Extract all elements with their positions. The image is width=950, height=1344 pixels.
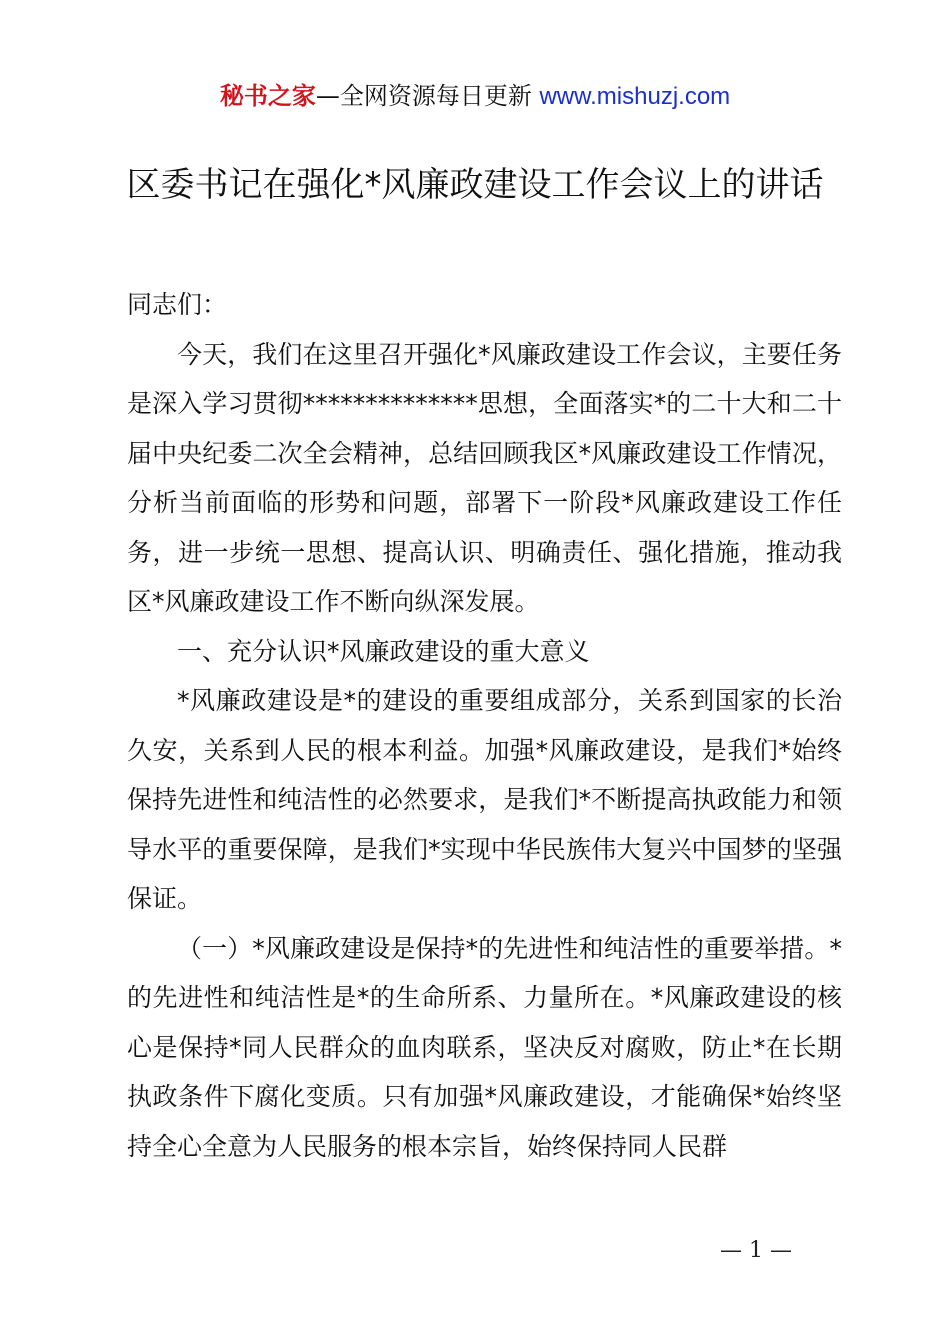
site-url-link[interactable]: www.mishuzj.com: [539, 83, 731, 110]
section-heading-1: 一、充分认识*风廉政建设的重大意义: [177, 636, 590, 666]
document-title: 区委书记在强化*风廉政建设工作会议上的讲话: [126, 165, 824, 205]
document-body: [127, 280, 842, 1171]
paragraph-significance: *风廉政建设是*的建设的重要组成部分，关系到国家的长治久安，关系到人民的根本利益。加强*风廉政建设，是我们*始终保持先进性和纯洁性的必然要求，是我们*不断提高执政能力和领导水平的重要保障，是我们*实现中华民族伟大复兴中国梦的坚强保证。: [127, 686, 842, 913]
site-brand: 秘书之家: [219, 82, 316, 110]
paragraph-intro: 今天，我们在这里召开强化*风廉政建设工作会议，主要任务是深入学习贯彻**************思想，全面落实*的二十大和二十届中央纪委二次全会精神，总结回顾我区*风廉政建设工作情况，分析当前面临的形势和问题，部署下一阶段*风廉政建设工作任务，进一步统一思想、提高认识、明确责任、强化措施，推动我区*风廉政建设工作不断向纵深发展。: [127, 339, 842, 616]
paragraph-subsection-1: （一）*风廉政建设是保持*的先进性和纯洁性的重要举措。*的先进性和纯洁性是*的生命所系、力量所在。*风廉政建设的核心是保持*同人民群众的血肉联系，坚决反对腐败，防止*在长期执政条件下腐化变质。只有加强*风廉政建设，才能确保*始终坚持全心全意为人民服务的根本宗旨，始终保持同人民群: [127, 933, 842, 1161]
site-slogan: —全网资源每日更新: [315, 82, 540, 110]
site-header: [0, 80, 950, 113]
salutation: 同志们：: [127, 290, 228, 319]
page-number: — 1 —: [720, 1238, 792, 1263]
